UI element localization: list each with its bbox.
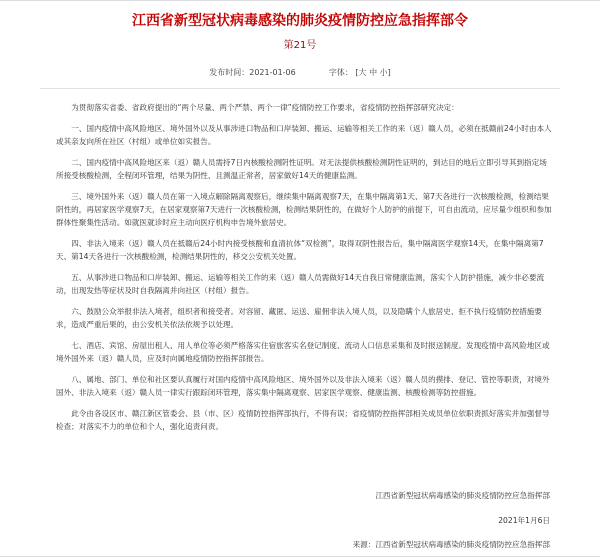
- body-paragraph: 七、酒店、宾馆、房屋出租人、用人单位等必须严格落实住宿旅客实名登记制度、流动人口信息采集和及时报送制度。发现疫情中高风险地区或境外国外来（返）赣人员，应及时向属地疫情防控指挥部报告。: [56, 341, 550, 363]
- intro-paragraph: 为贯彻落实省委、省政府提出的“两个尽量、两个严禁、两个一律”疫情防控工作要求，省疫情防控指挥部研究决定：: [71, 103, 459, 112]
- font-size-small-button[interactable]: 小]: [379, 68, 391, 77]
- publish-time: 发布时间：2021-01-06: [209, 68, 296, 77]
- document-meta: [0, 67, 600, 79]
- body-paragraph: 八、属地、部门、单位和社区要认真履行对国内疫情中高风险地区、境外国外以及非法入境来（返）赣人员的摸排、登记、管控等职责，对境外国外、非法入境来（返）赣人员一律实行跟踪闭环管理，落实集中隔离观察、居家医学观察、健康监测、核酸检测等防控措施。: [56, 375, 550, 397]
- closing-paragraph: 此令由各设区市、赣江新区管委会、县（市、区）疫情防控指挥部执行，不得有误；省疫情防控指挥部相关成员单位依职责抓好落实并加强督导检查；对落实不力的单位和个人，强化追责问责。: [56, 409, 550, 431]
- document-number: 第21号: [283, 40, 317, 51]
- font-size-medium-button[interactable]: 中: [369, 68, 378, 77]
- body-paragraph: 一、国内疫情中高风险地区、境外国外以及从事涉进口物品和口岸装卸、搬运、运输等相关工作的来（返）赣人员，必须在抵赣前24小时由本人或其亲友向所在社区（村组）或单位如实报告。: [56, 124, 552, 146]
- issue-date: 2021年1月6日: [498, 516, 550, 525]
- body-paragraph: 四、非法入境来（返）赣人员在抵赣后24小时内接受核酸和血清抗体“双检测”，取得双阴性报告后，集中隔离医学观察14天，在集中隔离第7天、第14天各进行一次核酸检测，检测结果阴性的，移交公安机关处置。: [56, 239, 544, 261]
- font-size-label: 字体：: [328, 68, 353, 77]
- body-paragraph: 五、从事涉进口物品和口岸装卸、搬运、运输等相关工作的来（返）赣人员需做好14天自我日常健康监测，落实个人防护措施，减少非必要流动，出现发热等症状及时自我隔离并向社区（村组）报告。: [56, 273, 545, 295]
- title-divider: [40, 88, 560, 89]
- body-paragraph: 二、国内疫情中高风险地区来（返）赣人员需持7日内核酸检测阴性证明。对无法提供核酸检测阴性证明的，到达目的地后立即引导其到指定场所接受核酸检测，全程闭环管理，结果为阴性、且测温正常者，居家做好14天的健康监测。: [56, 158, 547, 180]
- body-paragraph: 六、鼓励公众举报非法入境者，组织者和接受者。对容留、藏匿、运送、雇佣非法入境人员，以及隐瞒个人旅居史、拒不执行疫情防控措施要求，造成严重后果的，由公安机关依法依规予以处理。: [56, 307, 542, 329]
- body-paragraph: 三、境外国外来（返）赣人员在第一入境点解除隔离观察后，继续集中隔离观察7天，在集中隔离第1天、第7天各进行一次核酸检测，检测结果阴性的，再居家医学观察7天，在居家观察第7天进行一次核酸检测，检测结果阴性的，在做好个人防护的前提下，可自由流动，应尽量少组织和参加群体性聚集性活动。如就医就诊时应主动向医疗机构申告境外旅居史。: [56, 192, 552, 227]
- issuer-name: 江西省新型冠状病毒感染的肺炎疫情防控应急指挥部: [375, 491, 550, 500]
- document-body: [56, 101, 552, 441]
- source-line: 来源：江西省新型冠状病毒感染的肺炎疫情防控应急指挥部: [352, 540, 550, 549]
- document-title: 江西省新型冠状病毒感染的肺炎疫情防控应急指挥部令: [132, 13, 468, 29]
- font-size-large-button[interactable]: [大: [355, 68, 367, 77]
- signature-block: [375, 489, 550, 527]
